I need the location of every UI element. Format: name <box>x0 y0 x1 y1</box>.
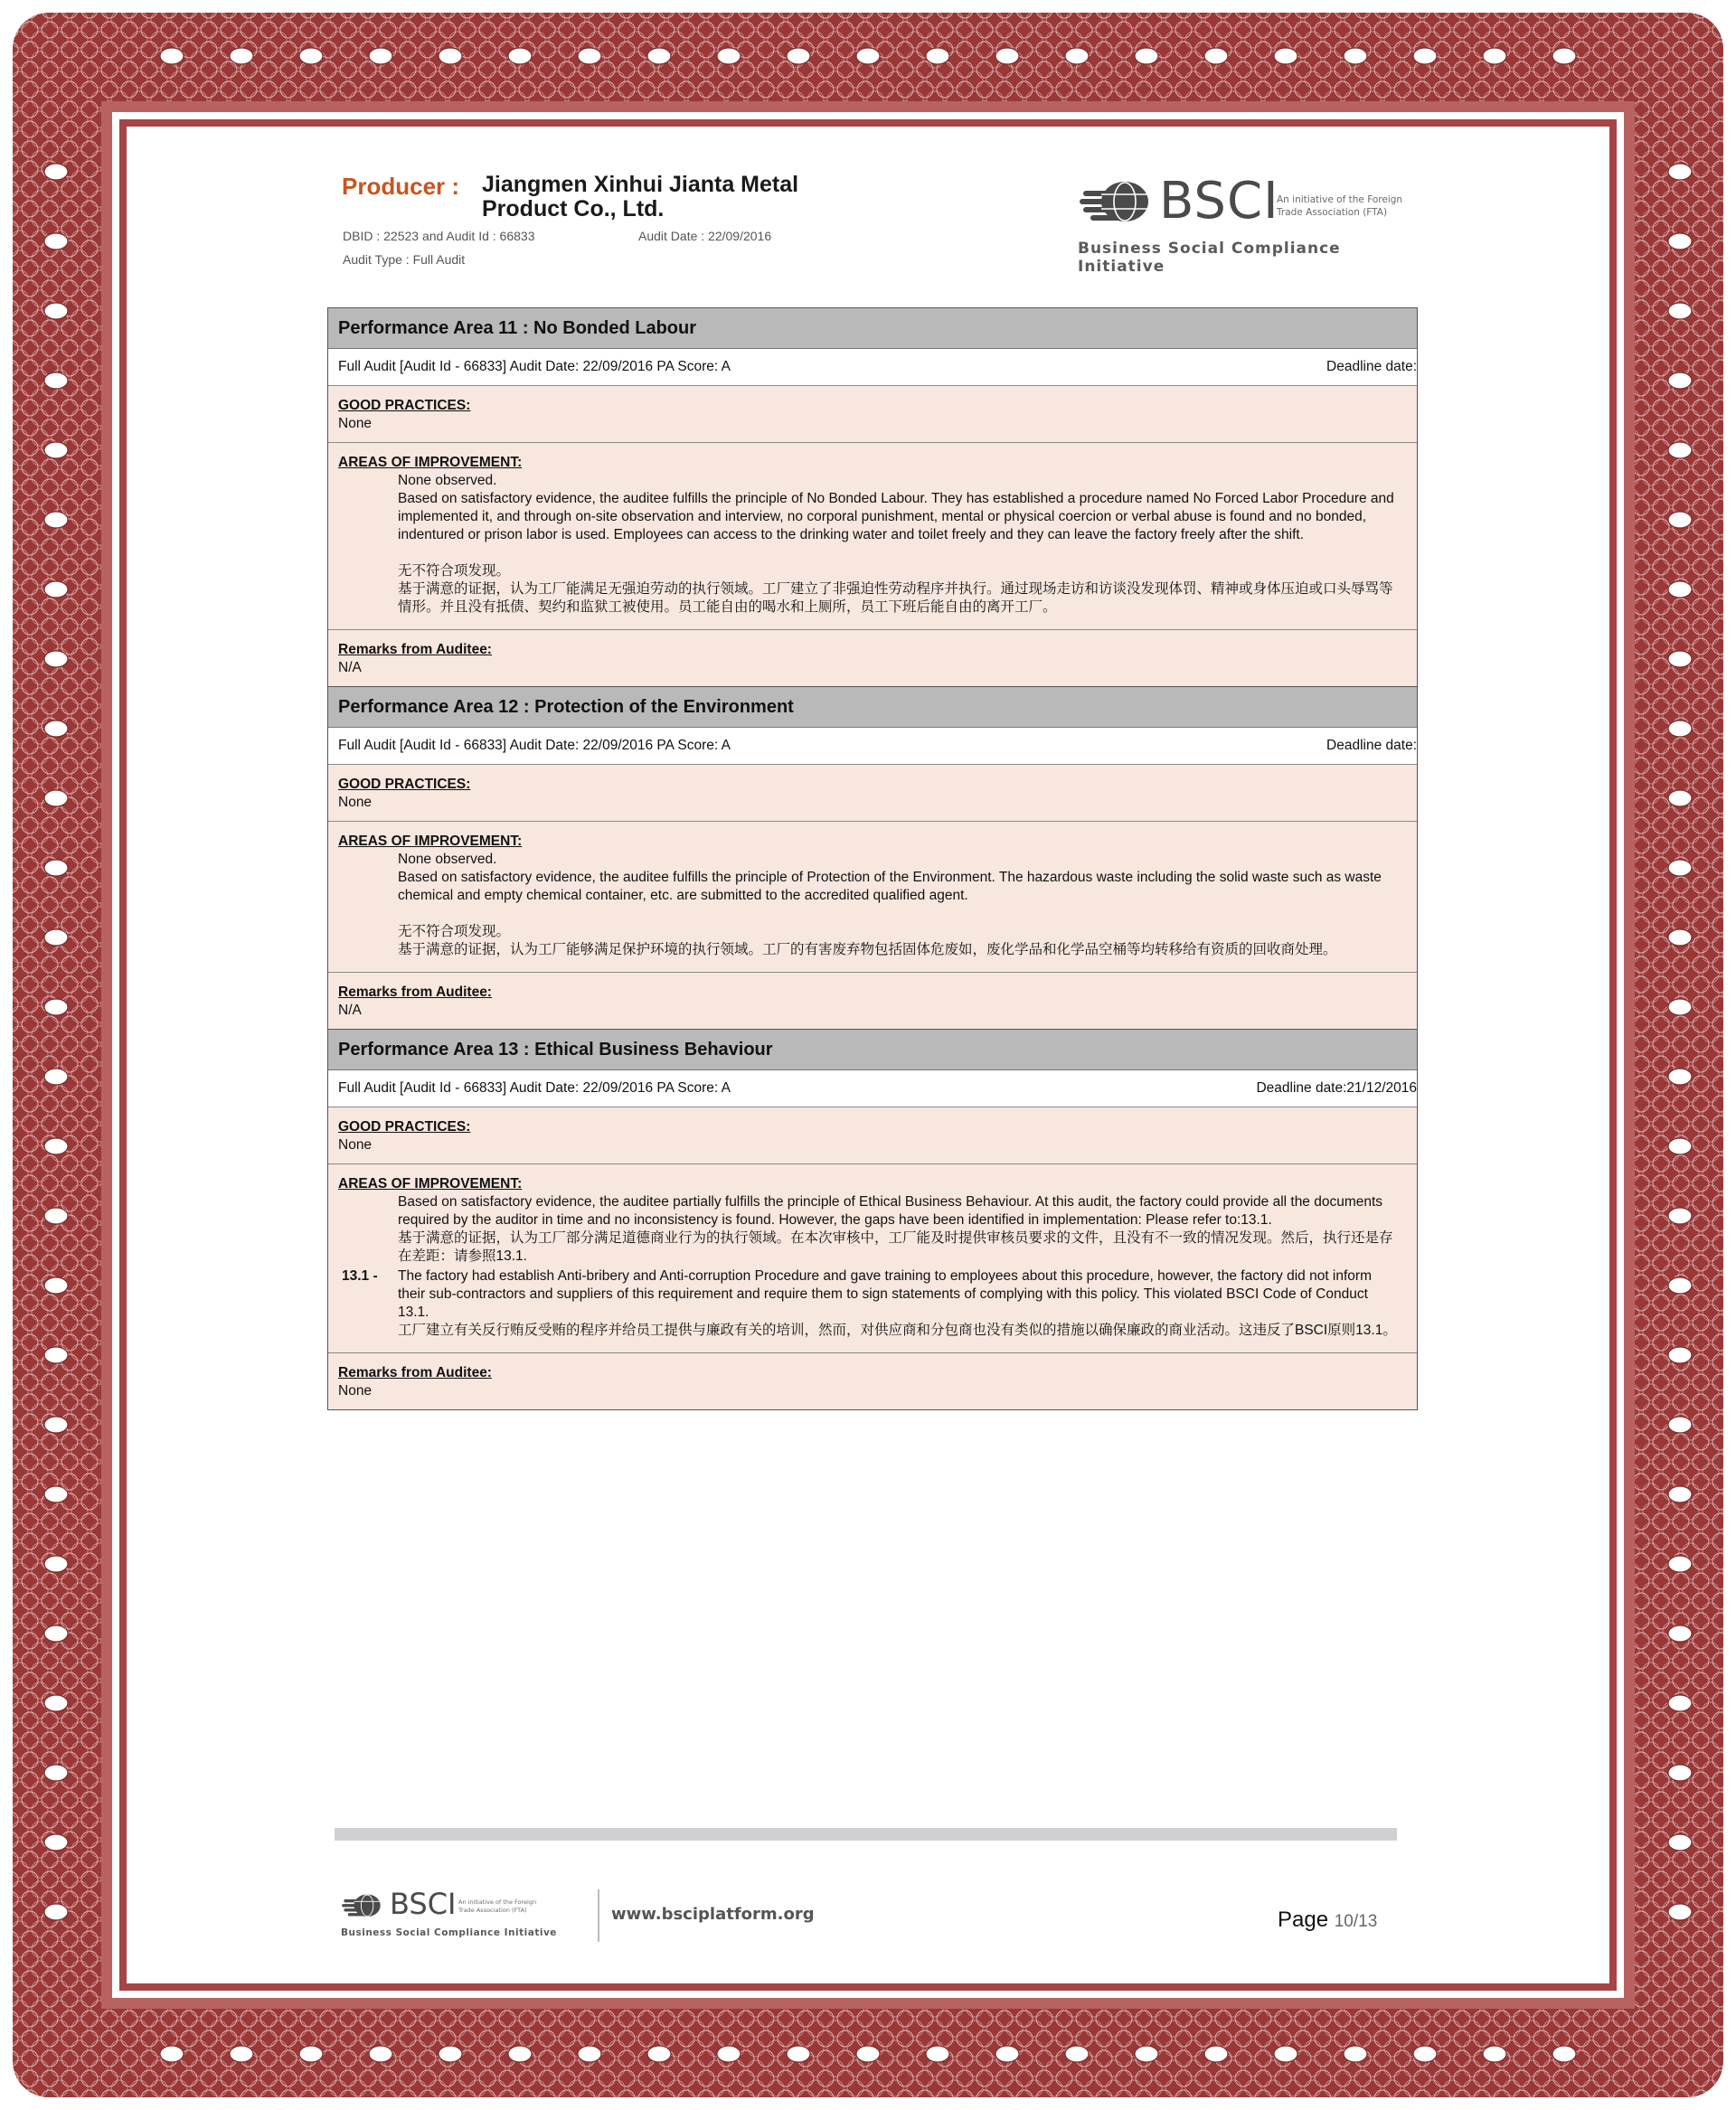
footer-bsci-tagline-1: An initiative of the Foreign <box>458 1898 537 1906</box>
frame-ornament <box>1204 2046 1228 2062</box>
frame-ornament <box>44 1904 68 1920</box>
frame-ornament <box>1668 442 1692 458</box>
frame-ornament <box>1668 721 1692 737</box>
frame-ornament <box>1668 1417 1692 1433</box>
frame-ornament <box>439 2046 462 2062</box>
audit-line: Full Audit [Audit Id - 66833] Audit Date: 22/09/2016 PA Score: A <box>338 738 731 753</box>
frame-ornament <box>44 1069 68 1085</box>
audit-line: Full Audit [Audit Id - 66833] Audit Date: 22/09/2016 PA Score: A <box>338 359 731 374</box>
deadline-date: Deadline date:21/12/2016 <box>1256 1080 1417 1096</box>
frame-ornament <box>44 303 68 319</box>
frame-ornament <box>44 1208 68 1224</box>
frame-ornament <box>1274 48 1297 64</box>
frame-ornament <box>1668 512 1692 528</box>
frame-ornament <box>578 2046 601 2062</box>
frame-ornament <box>1413 2046 1437 2062</box>
improvement-en-1: Based on satisfactory evidence, the auditee partially fulfills the principle of Ethical Business Behaviour. At this audit, the factory could provide all the documents required by the auditor in time and no inconsistency is found. However, the gaps have been identified in implementation: Please refer to:13.1. <box>398 1194 1383 1228</box>
frame-ornament <box>369 48 392 64</box>
frame-ornament <box>1552 48 1576 64</box>
frame-ornament <box>1135 2046 1158 2062</box>
improvement-block <box>328 442 1417 629</box>
frame-ornament <box>1668 1069 1692 1085</box>
frame-ornament <box>578 48 601 64</box>
section-title: Performance Area 13 : Ethical Business Behaviour <box>328 1029 1417 1069</box>
footer-bsci-tagline-2: Trade Association (FTA) <box>458 1907 527 1914</box>
frame-ornament <box>44 1347 68 1363</box>
improvement-block <box>328 1163 1417 1352</box>
good-practices-text: None <box>338 1137 373 1153</box>
frame-ornament <box>856 48 880 64</box>
improvement-zh-1: 无不符合项发现。 <box>398 563 511 579</box>
frame-ornament <box>1668 999 1692 1015</box>
frame-ornament <box>1668 860 1692 876</box>
frame-ornament <box>1668 372 1692 389</box>
frame-ornament <box>1668 303 1692 319</box>
improvement-text <box>338 472 1407 617</box>
frame-ornament <box>44 1556 68 1572</box>
frame-ornament <box>1668 1625 1692 1642</box>
frame-ornament <box>44 372 68 389</box>
remarks-label: Remarks from Auditee: <box>338 642 492 657</box>
frame-ornament <box>1668 581 1692 598</box>
frame-ornament <box>508 2046 532 2062</box>
frame-ornament <box>44 1765 68 1781</box>
frame-ornament <box>369 2046 392 2062</box>
frame-ornament <box>44 1138 68 1154</box>
frame-ornament <box>44 233 68 250</box>
frame-ornament <box>647 48 671 64</box>
frame-ornament <box>44 1277 68 1294</box>
remarks-label: Remarks from Auditee: <box>338 984 492 1000</box>
frame-ornament <box>44 442 68 458</box>
bsci-subtitle: Business Social Compliance Initiative <box>1078 240 1341 276</box>
frame-ornament <box>1668 233 1692 250</box>
good-practices-label: GOOD PRACTICES: <box>338 777 471 792</box>
frame-ornament <box>439 48 462 64</box>
frame-ornament <box>1668 1556 1692 1572</box>
good-practices-text: None <box>338 416 373 431</box>
remarks-block <box>328 1352 1417 1409</box>
frame-ornament <box>1668 651 1692 667</box>
improvement-text <box>338 851 1407 959</box>
improvement-label: AREAS OF IMPROVEMENT: <box>338 455 523 470</box>
page-label: Page <box>1278 1907 1329 1932</box>
bsci-tagline-1: An initiative of the Foreign <box>1277 194 1403 205</box>
frame-ornament <box>44 1486 68 1502</box>
page-indicator <box>1278 1907 1377 1933</box>
bsci-logo <box>1078 172 1412 276</box>
footer-website-link[interactable]: www.bsciplatform.org <box>611 1905 815 1924</box>
frame-ornament <box>299 2046 323 2062</box>
frame-ornament <box>1483 48 1506 64</box>
audit-date: Audit Date : 22/09/2016 <box>638 229 772 243</box>
performance-area-11 <box>328 307 1417 686</box>
frame-ornament <box>717 2046 741 2062</box>
frame-ornament <box>508 48 532 64</box>
footer-bsci-logo <box>341 1889 594 1944</box>
improvement-block <box>328 821 1417 972</box>
finding-item-13-1 <box>338 1267 1407 1340</box>
frame-ornament <box>44 721 68 737</box>
good-practices-text: None <box>338 795 373 810</box>
frame-ornament <box>1668 1347 1692 1363</box>
audit-line: Full Audit [Audit Id - 66833] Audit Date: 22/09/2016 PA Score: A <box>338 1080 731 1096</box>
finding-en: The factory had establish Anti-bribery and Anti-corruption Procedure and gave training to employees about this procedure, however, the factory did not inform their sub-contractors and suppliers of this requirement and require them to sign statements of complying with this policy. This violated BSCI Code of Conduct 13.1. <box>398 1268 1373 1320</box>
finding-zh: 工厂建立有关反行贿反受贿的程序并给员工提供与廉政有关的培训，然而，对供应商和分包商也没有类似的措施以确保廉政的商业活动。这违反了BSCI原则13.1。 <box>398 1323 1397 1338</box>
frame-ornament <box>1668 1208 1692 1224</box>
frame-ornament <box>44 999 68 1015</box>
audit-summary-row <box>328 727 1417 764</box>
improvement-text <box>338 1193 1407 1266</box>
frame-ornament <box>1668 1138 1692 1154</box>
performance-report <box>327 307 1418 1410</box>
frame-ornament <box>856 2046 880 2062</box>
frame-ornament <box>995 48 1019 64</box>
improvement-en-1: None observed. <box>398 852 497 867</box>
frame-ornament <box>44 512 68 528</box>
remarks-text: None <box>338 1383 373 1399</box>
frame-ornament <box>160 2046 184 2062</box>
frame-ornament <box>787 2046 810 2062</box>
page-number: 10/13 <box>1334 1912 1378 1931</box>
improvement-zh-1: 无不符合项发现。 <box>398 924 511 939</box>
frame-ornament <box>1668 1834 1692 1851</box>
deadline-date: Deadline date: <box>1326 738 1417 753</box>
audit-summary-row <box>328 348 1417 385</box>
footer-rule <box>335 1828 1397 1841</box>
footer-divider <box>598 1889 599 1942</box>
performance-area-12 <box>328 686 1417 1029</box>
frame-ornament <box>1668 1695 1692 1711</box>
frame-ornament <box>1483 2046 1506 2062</box>
frame-ornament <box>787 48 810 64</box>
good-practices-label: GOOD PRACTICES: <box>338 398 471 413</box>
frame-ornament <box>299 48 323 64</box>
deadline-date: Deadline date: <box>1326 359 1417 374</box>
good-practices-block <box>328 1107 1417 1163</box>
improvement-zh-2: 基于满意的证据，认为工厂能满足无强迫劳动的执行领域。工厂建立了非强迫性劳动程序并执行。通过现场走访和访谈没发现体罚、精神或身体压迫或口头辱骂等情形。并且没有抵债、契约和监狱工被使用。员工能自由的喝水和上厕所，员工下班后能自由的离开工厂。 <box>398 581 1393 615</box>
section-title: Performance Area 11 : No Bonded Labour <box>328 307 1417 348</box>
frame-ornament <box>1668 1277 1692 1294</box>
frame-ornament <box>44 790 68 806</box>
frame-ornament <box>44 1695 68 1711</box>
producer-label: Producer : <box>342 173 460 200</box>
frame-ornament <box>44 1625 68 1642</box>
frame-ornament <box>44 929 68 946</box>
frame-ornament <box>995 2046 1019 2062</box>
frame-ornament <box>1413 48 1437 64</box>
remarks-block <box>328 972 1417 1029</box>
footer-bsci-subtitle: Business Social Compliance Initiative <box>341 1927 557 1938</box>
frame-ornament <box>1065 48 1089 64</box>
finding-number: 13.1 - <box>342 1268 378 1284</box>
frame-ornament <box>1668 929 1692 946</box>
improvement-label: AREAS OF IMPROVEMENT: <box>338 1176 523 1192</box>
good-practices-block <box>328 764 1417 821</box>
bsci-tagline-2: Trade Association (FTA) <box>1277 207 1388 218</box>
performance-area-13 <box>328 1029 1417 1409</box>
improvement-zh-2: 基于满意的证据，认为工厂能够满足保护环境的执行领域。工厂的有害废弃物包括固体危废如，废化学品和化学品空桶等均转移给有资质的回收商处理。 <box>398 942 1337 957</box>
bsci-wordmark: BSCI <box>1159 172 1279 231</box>
footer-bsci-wordmark: BSCI <box>390 1887 457 1921</box>
frame-ornament <box>1668 1486 1692 1502</box>
frame-ornament <box>44 651 68 667</box>
frame-ornament <box>44 1834 68 1851</box>
improvement-en-2: Based on satisfactory evidence, the auditee fulfills the principle of Protection of the Environment. The hazardous waste including the solid waste such as waste chemical and empty chemical container, etc. are submitted to the accredited qualified agent. <box>398 870 1382 903</box>
dbid-audit-id: DBID : 22523 and Audit Id : 66833 <box>343 229 535 243</box>
remarks-text: N/A <box>338 1003 362 1018</box>
improvement-zh-1: 基于满意的证据，认为工厂部分满足道德商业行为的执行领域。在本次审核中，工厂能及时提供审核员要求的文件，且没有不一致的情况发现。然后，执行还是存在差距：请参照13.1. <box>398 1230 1393 1264</box>
audit-summary-row <box>328 1069 1417 1107</box>
frame-ornament <box>230 2046 253 2062</box>
globe-hand-icon <box>1078 178 1168 232</box>
good-practices-label: GOOD PRACTICES: <box>338 1119 471 1135</box>
frame-ornament <box>1668 1904 1692 1920</box>
remarks-text: N/A <box>338 660 362 675</box>
frame-ornament <box>1204 48 1228 64</box>
remarks-block <box>328 629 1417 686</box>
frame-ornament <box>1065 2046 1089 2062</box>
audit-type: Audit Type : Full Audit <box>343 252 466 267</box>
improvement-label: AREAS OF IMPROVEMENT: <box>338 834 523 849</box>
good-practices-block <box>328 385 1417 442</box>
frame-ornament <box>926 48 949 64</box>
globe-hand-icon <box>341 1891 392 1924</box>
frame-ornament <box>44 860 68 876</box>
section-title: Performance Area 12 : Protection of the Environment <box>328 686 1417 727</box>
frame-ornament <box>926 2046 949 2062</box>
frame-ornament <box>1344 48 1367 64</box>
frame-ornament <box>1135 48 1158 64</box>
frame-ornament <box>1668 1765 1692 1781</box>
frame-ornament <box>1274 2046 1297 2062</box>
frame-ornament <box>1552 2046 1576 2062</box>
producer-name: Jiangmen Xinhui Jianta Metal Product Co., Ltd. <box>482 172 799 221</box>
frame-ornament <box>1344 2046 1367 2062</box>
frame-ornament <box>647 2046 671 2062</box>
frame-ornament <box>717 48 741 64</box>
frame-ornament <box>160 48 184 64</box>
frame-ornament <box>44 581 68 598</box>
frame-ornament <box>230 48 253 64</box>
frame-ornament <box>44 164 68 180</box>
frame-ornament <box>44 1417 68 1433</box>
improvement-en-1: None observed. <box>398 473 497 488</box>
frame-ornament <box>1668 164 1692 180</box>
frame-ornament <box>1668 790 1692 806</box>
improvement-en-2: Based on satisfactory evidence, the auditee fulfills the principle of No Bonded Labour. They has established a procedure named No Forced Labor Procedure and implemented it, and through on-site observation and interview, no corporal punishment, mental or physical coercion or verbal abuse is found and no bonded, indentured or prison labor is used. Employees can access to the drinking water and toilet freely and they can leave the factory freely after the shift. <box>398 491 1394 542</box>
remarks-label: Remarks from Auditee: <box>338 1365 492 1380</box>
